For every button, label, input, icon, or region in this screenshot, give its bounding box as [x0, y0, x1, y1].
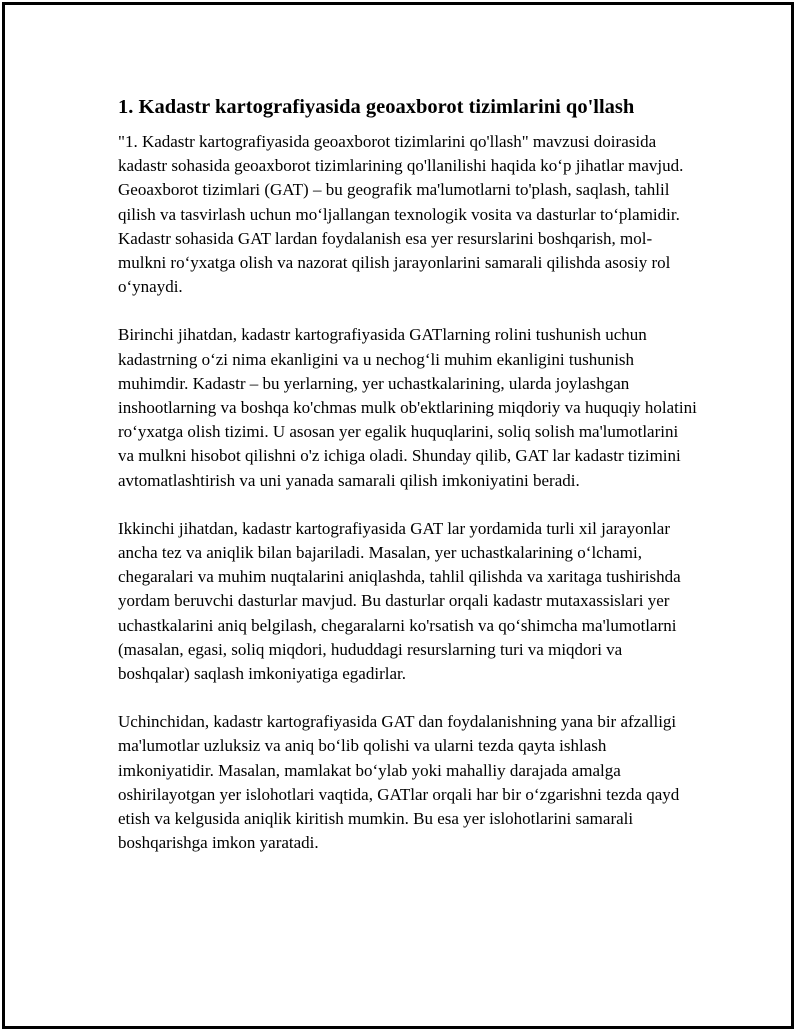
paragraph-intro: "1. Kadastr kartografiyasida geoaxborot tizimlarini qo'llash" mavzusi doirasida kadastr sohasida geoaxborot tizimlarining qo'llanilishi haqida ko‘p jihatlar mavjud. Geoaxborot tizimlari (GAT) – bu geografik ma'lumotlarni to'plash, saqlash, tahlil qilish va tasvirlash uchun mo‘ljallangan texnologik vosita va dasturlar to‘plamidir. Kadastr sohasida GAT lardan foydalanish esa yer resurslarini boshqarish, mol-mulkni ro‘yxatga olish va nazorat qilish jarayonlarini samarali qilishda asosiy rol o‘ynaydi. [118, 132, 684, 297]
paragraph-first-aspect: Birinchi jihatdan, kadastr kartografiyasida GATlarning rolini tushunish uchun kadastrning o‘zi nima ekanligini va u nechog‘li muhim ekanligini tushunish muhimdir. Kadastr – bu yerlarning, yer uchastkalarining, ularda joylashgan inshootlarning va boshqa ko'chmas mulk ob'ektlarining miqdoriy va huquqiy holatini ro‘yxatga olish tizimi. U asosan yer egalik huquqlarini, soliq solish ma'lumotlarini va mulkni hisobot qilishni o'z ichiga oladi. Shunday qilib, GAT lar kadastr tizimini avtomatlashtirish va uni yanada samarali qilish imkoniyatini beradi. [118, 325, 697, 490]
document-heading: 1. Kadastr kartografiyasida geoaxborot tizimlarini qo'llash [118, 96, 635, 118]
paragraph-second-aspect: Ikkinchi jihatdan, kadastr kartografiyasida GAT lar yordamida turli xil jarayonlar ancha tez va aniqlik bilan bajariladi. Masalan, yer uchastkalarining o‘lchami, chegaralari va muhim nuqtalarini aniqlashda, tahlil qilishda va xaritaga tushirishda yordam beruvchi dasturlar mavjud. Bu dasturlar orqali kadastr mutaxassislari yer uchastkalarini aniq belgilash, chegaralarni ko'rsatish va qo‘shimcha ma'lumotlarni (masalan, egasi, soliq miqdori, hududdagi resurslarning turi va miqdori va boshqalar) saqlash imkoniyatiga egadirlar. [118, 518, 681, 684]
document-content [118, 93, 698, 879]
paragraph-third-aspect: Uchinchidan, kadastr kartografiyasida GAT dan foydalanishning yana bir afzalligi ma'lumotlar uzluksiz va aniq bo‘lib qolishi va ularni tezda qayta ishlash imkoniyatidir. Masalan, mamlakat bo‘ylab yoki mahalliy darajada amalga oshirilayotgan yer islohotlari vaqtida, GATlar orqali har bir o‘zgarishni tezda qayd etish va kelgusida aniqlik kiritish mumkin. Bu esa yer islohotlarini samarali boshqarishga imkon yaratadi. [118, 712, 680, 853]
